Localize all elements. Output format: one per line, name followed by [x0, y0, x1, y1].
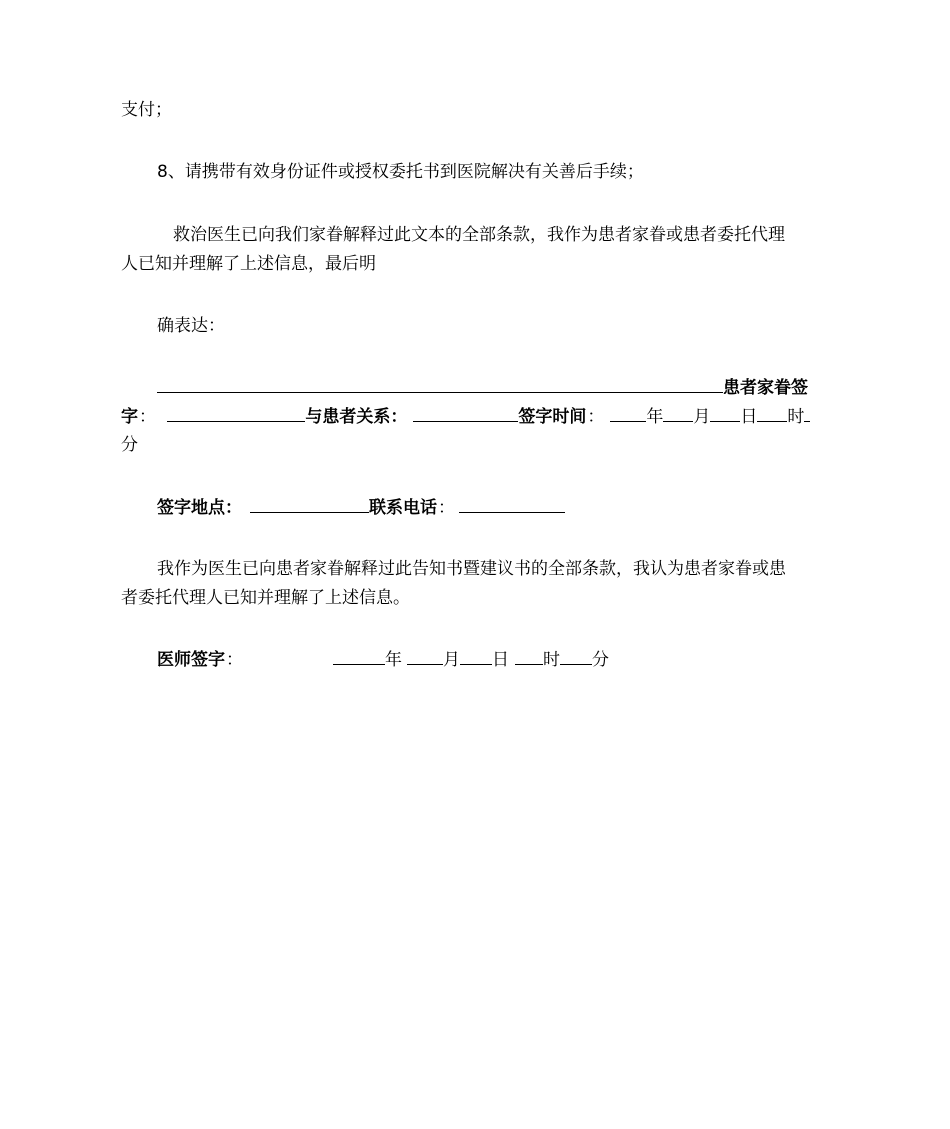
- day-blank[interactable]: [710, 405, 740, 422]
- sign-time-label: 签字时间: [518, 407, 587, 427]
- doctor-minute-label: 分: [592, 650, 609, 670]
- month-label: 月: [693, 407, 711, 427]
- day-label: 日: [740, 407, 758, 427]
- minute-label: 分: [121, 435, 138, 455]
- paragraph-payment: 支付；: [121, 100, 172, 120]
- doctor-day-blank[interactable]: [460, 648, 492, 665]
- doctor-year-blank[interactable]: [333, 648, 385, 665]
- colon: ：: [139, 407, 156, 427]
- doctor-month-label: 月: [443, 650, 460, 670]
- family-signature-blank[interactable]: [157, 376, 723, 393]
- colon: ：: [587, 407, 605, 427]
- month-blank[interactable]: [663, 405, 693, 422]
- doctor-day-label: 日: [492, 650, 509, 670]
- doctor-minute-blank[interactable]: [560, 648, 592, 665]
- colon: ：: [438, 498, 455, 518]
- sign-place-blank[interactable]: [250, 496, 369, 513]
- doctor-hour-blank[interactable]: [515, 648, 543, 665]
- hour-blank[interactable]: [757, 405, 787, 422]
- relation-label: 与患者关系：: [305, 407, 408, 427]
- paragraph-explanation-line1: 救治医生已向我们家眷解释过此文本的全部条款，我作为患者家眷或患者委托代理: [173, 225, 785, 245]
- family-signature-row-2: [121, 405, 810, 427]
- paragraph-explanation-line2: 人已知并理解了上述信息，最后明: [121, 254, 376, 274]
- paragraph-item-8: 8、请携带有效身份证件或授权委托书到医院解决有关善后手续；: [157, 162, 644, 182]
- family-signature-label-part2: 字: [121, 407, 138, 427]
- doctor-year-label: 年: [385, 650, 402, 670]
- doctor-hour-label: 时: [543, 650, 560, 670]
- doctor-month-blank[interactable]: [407, 648, 443, 665]
- family-signature-name-blank[interactable]: [167, 405, 305, 422]
- phone-blank[interactable]: [459, 496, 565, 513]
- paragraph-confirm: 确表达：: [157, 316, 225, 336]
- relation-blank[interactable]: [413, 405, 518, 422]
- hour-label: 时: [787, 407, 805, 427]
- colon: ：: [226, 650, 243, 670]
- family-signature-row-1: [157, 376, 808, 398]
- place-phone-row: [157, 496, 565, 518]
- paragraph-doctor-statement-line1: 我作为医生已向患者家眷解释过此告知书暨建议书的全部条款，我认为患者家眷或患: [157, 559, 786, 579]
- year-blank[interactable]: [610, 405, 646, 422]
- minute-blank-start[interactable]: [804, 405, 810, 422]
- year-label: 年: [646, 407, 664, 427]
- doctor-signature-label: 医师签字: [157, 650, 225, 670]
- doctor-signature-row: [157, 648, 609, 670]
- sign-place-label: 签字地点：: [157, 498, 242, 518]
- phone-label: 联系电话: [369, 498, 437, 518]
- paragraph-doctor-statement-line2: 者委托代理人已知并理解了上述信息。: [121, 588, 410, 608]
- family-signature-label-part1: 患者家眷签: [723, 378, 808, 398]
- family-signature-row-3: [121, 434, 138, 456]
